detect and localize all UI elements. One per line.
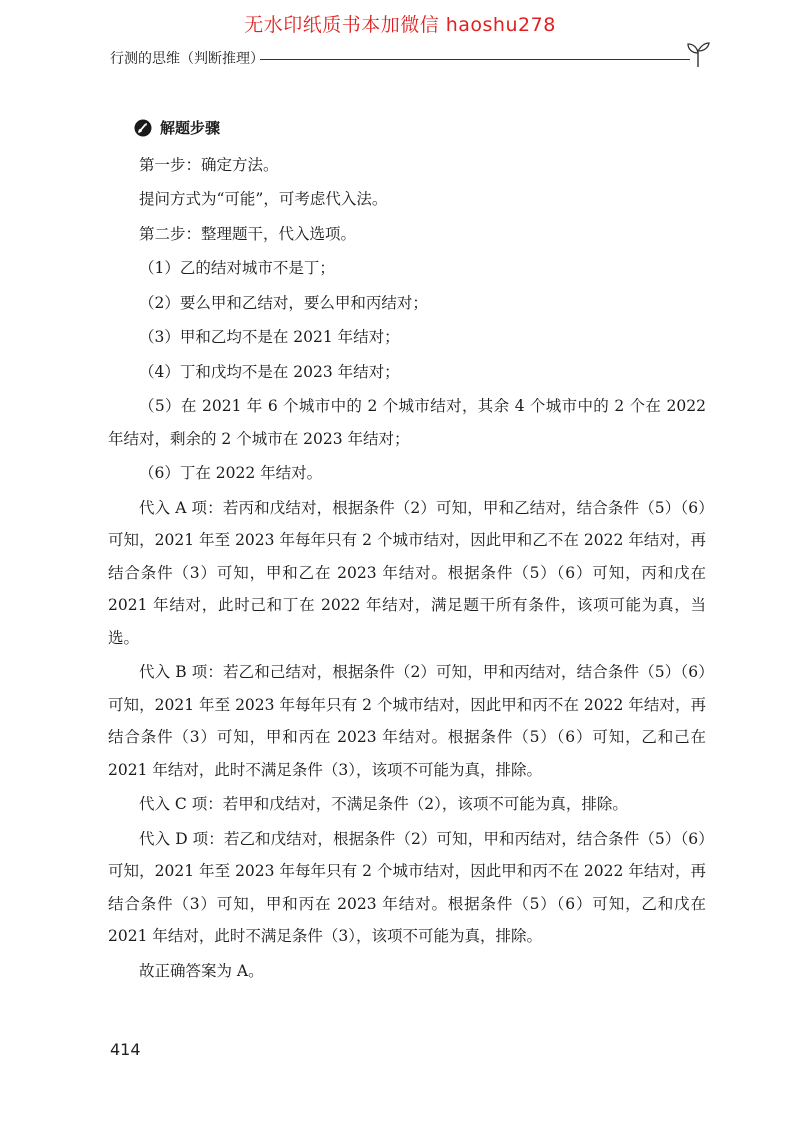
condition-item: （2）要么甲和乙结对，要么甲和丙结对； bbox=[139, 293, 428, 312]
book-title: 行测的思维（判断推理） bbox=[110, 48, 270, 68]
option-analysis: 代入 B 项：若乙和己结对，根据条件（2）可知，甲和丙结对，结合条件（5）（6）可知，2021 年至 2023 年每年只有 2 个城市结对，因此甲和丙不在 2022 年结对，再结合条件（3）可知，甲和丙在 2023 年结对。根据条件（5）（6）可知，乙和己在 2021 年结对，此时不满足条件（3），该项不可能为真，排除。 bbox=[108, 663, 706, 779]
running-header bbox=[110, 46, 710, 70]
answer-conclusion: 故正确答案为 A。 bbox=[139, 961, 264, 980]
sprout-icon bbox=[686, 40, 710, 68]
brush-circle-icon bbox=[134, 119, 152, 137]
condition-item: （4）丁和戊均不是在 2023 年结对； bbox=[139, 362, 400, 381]
option-analysis: 代入 D 项：若乙和戊结对，根据条件（2）可知，甲和丙结对，结合条件（5）（6）可知，2021 年至 2023 年每年只有 2 个城市结对，因此甲和丙不在 2022 年结对，再结合条件（3）可知，甲和丙在 2023 年结对。根据条件（5）（6）可知，乙和戊在 2021 年结对，此时不满足条件（3），该项不可能为真，排除。 bbox=[108, 829, 706, 945]
page-number: 414 bbox=[110, 1040, 141, 1059]
condition-item: （3）甲和乙均不是在 2021 年结对； bbox=[139, 328, 400, 346]
document-body bbox=[108, 112, 706, 989]
option-analysis: 代入 C 项：若甲和戊结对，不满足条件（2），该项不可能为真，排除。 bbox=[139, 795, 628, 813]
section-heading-text: 解题步骤 bbox=[160, 119, 221, 137]
header-rule bbox=[260, 59, 690, 60]
section-heading bbox=[134, 112, 706, 145]
condition-item: （1）乙的结对城市不是丁； bbox=[139, 259, 335, 277]
paragraph: 第二步：整理题干，代入选项。 bbox=[139, 224, 357, 243]
paragraph: 提问方式为“可能”，可考虑代入法。 bbox=[139, 190, 388, 208]
option-analysis: 代入 A 项：若丙和戊结对，根据条件（2）可知，甲和乙结对，结合条件（5）（6）可知，2021 年至 2023 年每年只有 2 个城市结对，因此甲和乙不在 2022 年结对，再结合条件（3）可知，甲和乙在 2023 年结对。根据条件（5）（6）可知，丙和戊在 2021 年结对，此时己和丁在 2022 年结对，满足题干所有条件，该项可能为真，当选。 bbox=[108, 498, 706, 647]
paragraph: 第一步：确定方法。 bbox=[139, 155, 279, 174]
condition-item: （5）在 2021 年 6 个城市中的 2 个城市结对，其余 4 个城市中的 2 个在 2022 年结对，剩余的 2 个城市在 2023 年结对； bbox=[108, 397, 706, 448]
condition-item: （6）丁在 2022 年结对。 bbox=[139, 464, 323, 482]
watermark-text: 无水印纸质书本加微信 haoshu278 bbox=[244, 14, 556, 36]
